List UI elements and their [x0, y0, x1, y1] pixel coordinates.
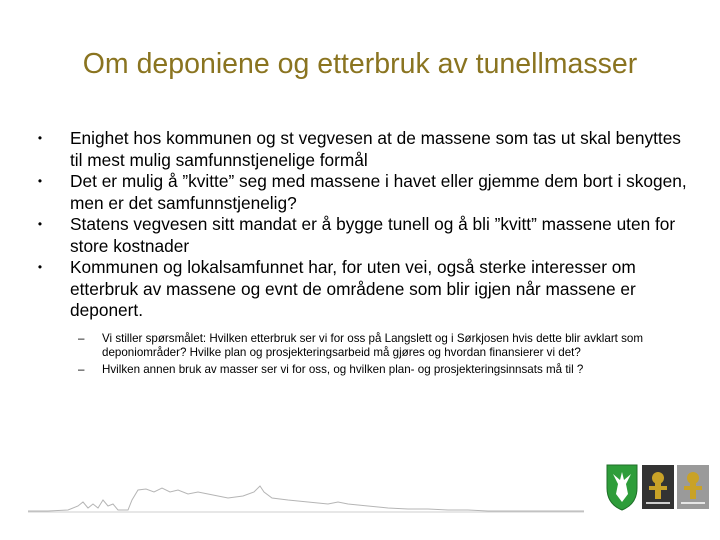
- slide-content: [30, 128, 690, 380]
- sub-bullet-item: [30, 332, 690, 360]
- bullet-text: Det er mulig å ”kvitte” seg med massene i havet eller gjemme dem bort i skogen, men er det samfunnstjenelig?: [70, 171, 687, 213]
- bullet-marker: •: [37, 260, 43, 274]
- municipality-logo-icon: [677, 465, 709, 509]
- bullet-marker: •: [37, 174, 43, 188]
- bullet-item: [30, 128, 690, 171]
- bullet-item: [30, 214, 690, 257]
- sub-bullet-text: Vi stiller spørsmålet: Hvilken etterbruk ser vi for oss på Langslett og i Sørkjosen hvis dette blir avklart som deponiområder? Hvilke plan og prosjekteringsarbeid må gjøres og hvordan finansierer vi det?: [102, 331, 644, 359]
- slide-title: Om deponiene og etterbruk av tunellmasser: [82, 48, 638, 80]
- coat-of-arms-shield-icon: [607, 465, 637, 510]
- municipality-logo-icon: [642, 465, 674, 509]
- bullet-text: Kommunen og lokalsamfunnet har, for uten vei, også sterke interesser om etterbruk av massene og evnt de områdene som blir igjen når massene er deponert.: [70, 257, 636, 320]
- sub-bullet-item: [30, 363, 690, 377]
- bullet-item: [30, 257, 690, 322]
- sub-bullet-text: Hvilken annen bruk av masser ser vi for oss, og hvilken plan- og prosjekteringsinnsats må til ?: [102, 362, 584, 376]
- bullet-text: Enighet hos kommunen og st vegvesen at de massene som tas ut skal benyttes til mest mulig samfunnstjenelige formål: [70, 128, 681, 170]
- bullet-item: [30, 171, 690, 214]
- bullet-text: Statens vegvesen sitt mandat er å bygge tunell og å bli ”kvitt” massene uten for store kostnader: [70, 214, 676, 256]
- bullet-marker: •: [37, 131, 43, 145]
- bullet-list: [30, 128, 690, 322]
- bullet-marker: •: [37, 217, 43, 231]
- sub-bullet-list: [30, 332, 690, 377]
- county-logos: [604, 462, 710, 512]
- sub-bullet-marker: –: [78, 331, 85, 345]
- mountain-skyline-decoration: [28, 478, 588, 518]
- sub-bullet-marker: –: [78, 362, 85, 376]
